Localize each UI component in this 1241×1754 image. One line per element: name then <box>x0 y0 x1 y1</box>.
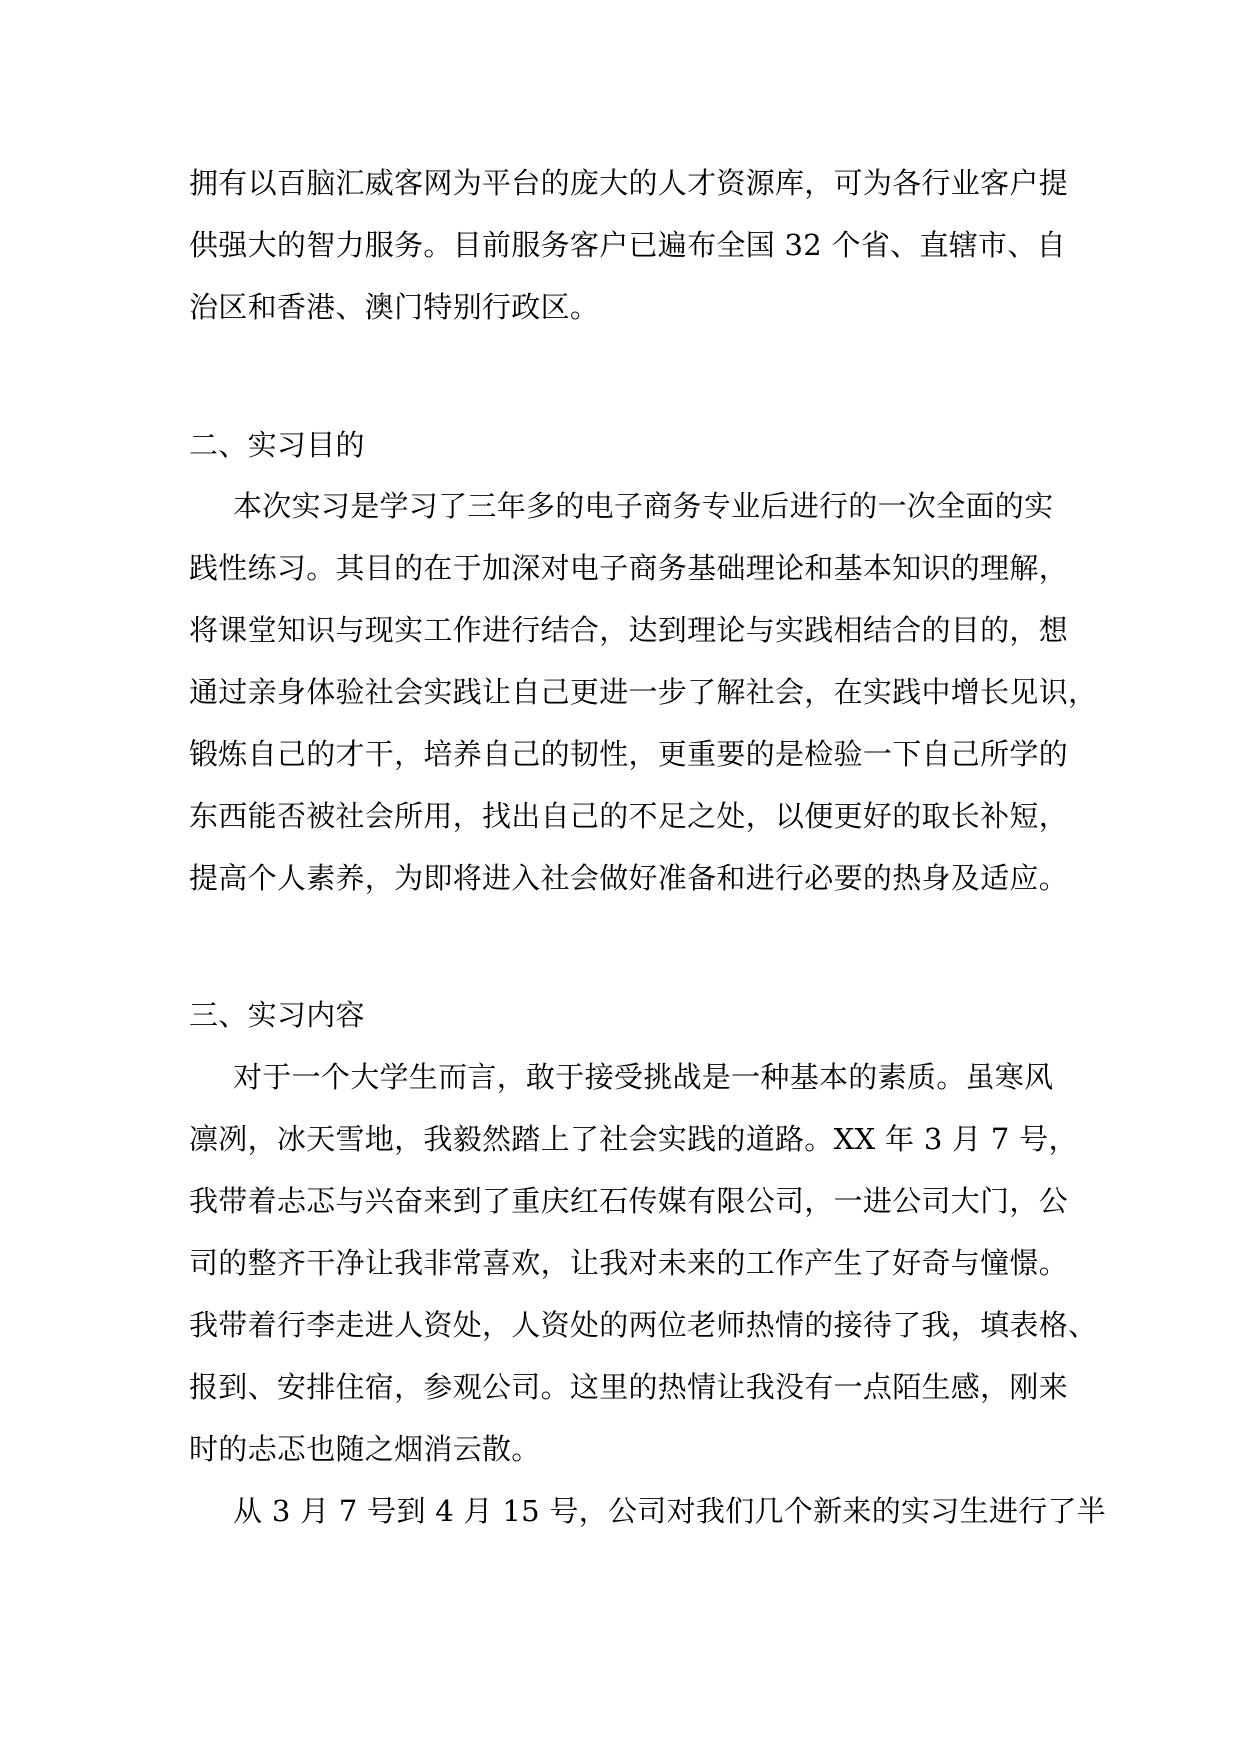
intro-line-2: 供强大的智力服务。目前服务客户已遍布全国 32 个省、直辖市、自 <box>189 228 1066 262</box>
purpose-line-2: 践性练习。其目的在于加深对电子商务基础理论和基本知识的理解， <box>189 551 1069 585</box>
content-line-3: 我带着忐忑与兴奋来到了重庆红石传媒有限公司，一进公司大门，公 <box>189 1184 1069 1218</box>
content-line-7: 时的忐忑也随之烟消云散。 <box>189 1432 541 1466</box>
content-line-8: 从 3 月 7 号到 4 月 15 号，公司对我们几个新来的实习生进行了半 <box>233 1494 1107 1528</box>
intro-line-3: 治区和香港、澳门特别行政区。 <box>189 290 600 324</box>
purpose-line-4: 通过亲身体验社会实践让自己更进一步了解社会，在实践中增长见识， <box>189 675 1098 709</box>
content-line-1: 对于一个大学生而言，敢于接受挑战是一种基本的素质。虽寒风 <box>233 1060 1054 1094</box>
content-line-4: 司的整齐干净让我非常喜欢，让我对未来的工作产生了好奇与憧憬。 <box>189 1246 1069 1280</box>
purpose-line-7: 提高个人素养，为即将进入社会做好准备和进行必要的热身及适应。 <box>189 861 1069 895</box>
intro-line-1: 拥有以百脑汇威客网为平台的庞大的人才资源库，可为各行业客户提 <box>189 166 1069 200</box>
content-line-6: 报到、安排住宿，参观公司。这里的热情让我没有一点陌生感，刚来 <box>189 1370 1069 1404</box>
content-line-5: 我带着行李走进人资处，人资处的两位老师热情的接待了我，填表格、 <box>189 1308 1098 1342</box>
purpose-line-5: 锻炼自己的才干，培养自己的韧性，更重要的是检验一下自己所学的 <box>189 737 1069 771</box>
purpose-line-6: 东西能否被社会所用，找出自己的不足之处，以便更好的取长补短， <box>189 799 1069 833</box>
purpose-line-1: 本次实习是学习了三年多的电子商务专业后进行的一次全面的实 <box>233 489 1054 523</box>
section-heading-content: 三、实习内容 <box>189 998 365 1032</box>
content-line-2: 凛冽，冰天雪地，我毅然踏上了社会实践的道路。XX 年 3 月 7 号， <box>189 1122 1078 1156</box>
purpose-line-3: 将课堂知识与现实工作进行结合，达到理论与实践相结合的目的，想 <box>189 613 1069 647</box>
section-heading-purpose: 二、实习目的 <box>189 428 365 462</box>
